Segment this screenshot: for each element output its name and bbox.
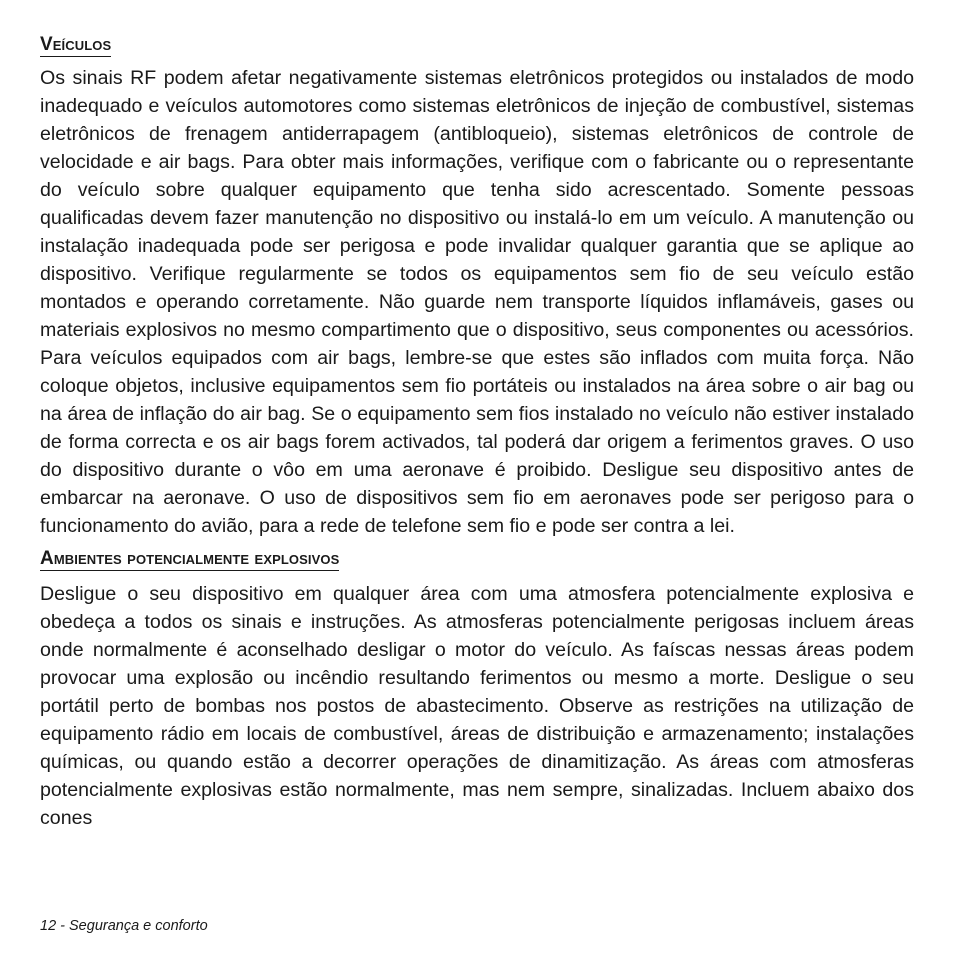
- document-page: [40, 34, 914, 832]
- section-vehicles-heading-wrap: [40, 34, 914, 64]
- section-heading-vehicles: Veículos: [40, 34, 112, 55]
- section-heading-explosive-environments: Ambientes potencialmente explosivos: [40, 548, 340, 569]
- page-footer: 12 - Segurança e conforto: [40, 918, 208, 934]
- section-explosive-heading-wrap: [40, 548, 914, 580]
- section-paragraph-vehicles: Os sinais RF podem afetar negativamente sistemas eletrônicos protegidos ou instalados de modo inadequado e veículos automotores como sistemas eletrônicos de injeção de combustível, sistemas eletrônicos de frenagem antiderrapagem (antibloqueio), sistemas eletrônicos de controle de velocidade e air bags. Para obter mais informações, verifique com o fabricante ou o representante do veículo sobre qualquer equipamento que tenha sido acrescentado. Somente pessoas qualificadas devem fazer manutenção no dispositivo ou instalá-lo em um veículo. A manutenção ou instalação inadequada pode ser perigosa e pode invalidar qualquer garantia que se aplique ao dispositivo. Verifique regularmente se todos os equipamentos sem fio de seu veículo estão montados e operando corretamente. Não guarde nem transporte líquidos inflamáveis, gases ou materiais explosivos no mesmo compartimento que o dispositivo, seus componentes ou acessórios. Para veículos equipados com air bags, lembre-se que estes são inflados com muita força. Não coloque objetos, inclusive equipamentos sem fio portáteis ou instalados na área sobre o air bag ou na área de inflação do air bag. Se o equipamento sem fios instalado no veículo não estiver instalado de forma correcta e os air bags forem activados, tal poderá dar origem a ferimentos graves. O uso do dispositivo durante o vôo em uma aeronave é proibido. Desligue seu dispositivo antes de embarcar na aeronave. O uso de dispositivos sem fio em aeronaves pode ser perigoso para o funcionamento do avião, para a rede de telefone sem fio e pode ser contra a lei.: [40, 67, 914, 537]
- section-paragraph-explosive-environments: Desligue o seu dispositivo em qualquer área com uma atmosfera potencialmente explosiva e obedeça a todos os sinais e instruções. As atmosferas potencialmente perigosas incluem áreas onde normalmente é aconselhado desligar o motor do veículo. As faíscas nessas áreas podem provocar uma explosão ou incêndio resultando ferimentos ou mesmo a morte. Desligue o seu portátil perto de bombas nos postos de abastecimento. Observe as restrições na utilização de equipamento rádio em locais de combustível, áreas de distribuição e armazenamento; instalações químicas, ou quando estão a decorrer operações de dinamitização. As áreas com atmosferas potencialmente explosivas estão normalmente, mas nem sempre, sinalizadas. Incluem abaixo dos cones: [40, 583, 914, 829]
